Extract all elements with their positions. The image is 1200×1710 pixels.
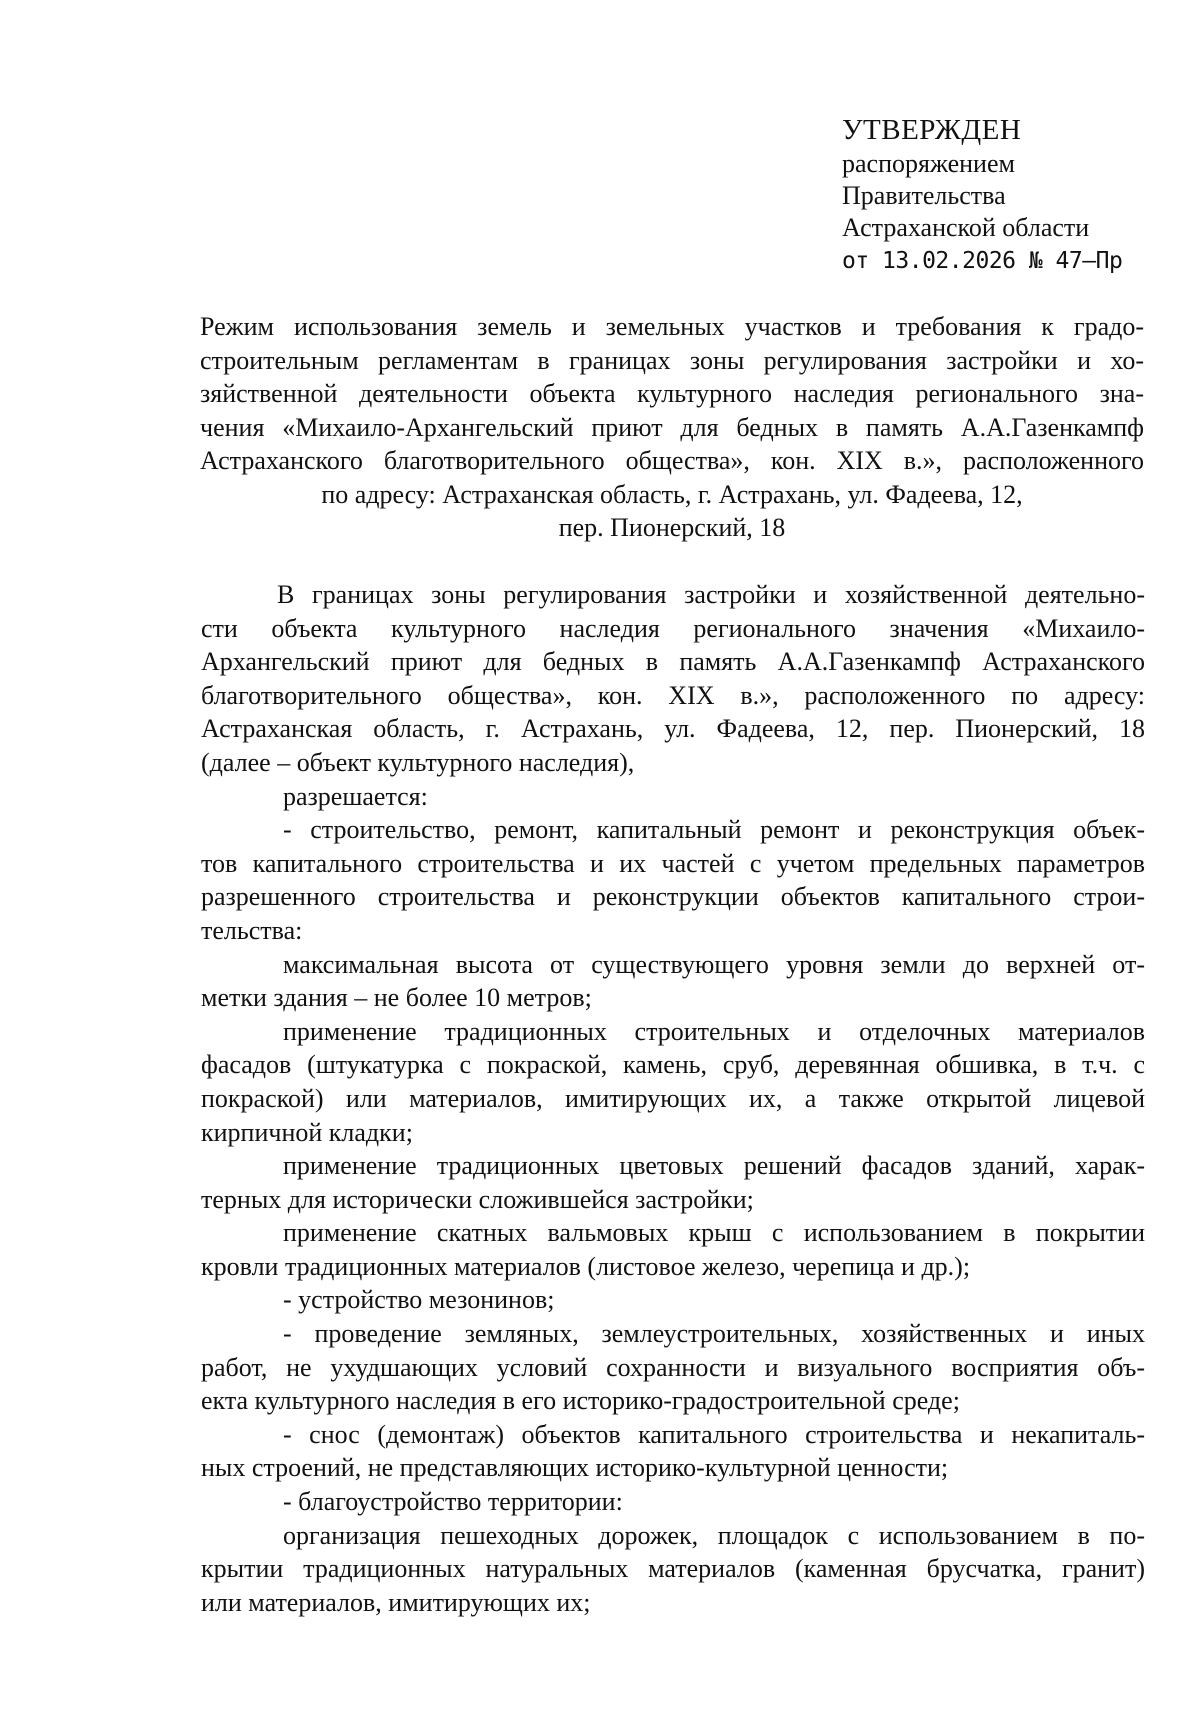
body-line: В границах зоны регулирования застройки и хозяйственной деятельно-: [277, 580, 1145, 609]
body-line: тельства:: [201, 915, 303, 945]
body-line: применение скатных вальмовых крыш с использованием в покрытии: [283, 1218, 1145, 1248]
body-line: или материалов, имитирующих их;: [201, 1587, 591, 1617]
body-line: - строительство, ремонт, капитальный ремонт и реконструкция объек-: [283, 815, 1145, 845]
approval-line-3: Астраханской области: [842, 213, 1090, 242]
approval-date-number: от 13.02.2026 № 47–Пр: [842, 248, 1123, 274]
body-line: тов капитального строительства и их частей с учетом предельных параметров: [201, 848, 1145, 878]
body-line: крытии традиционных натуральных материалов (каменная брусчатка, гранит): [201, 1554, 1145, 1584]
body-line: покраской) или материалов, имитирующих их, а также открытой лицевой: [201, 1083, 1145, 1113]
body-line: - снос (демонтаж) объектов капитального строительства и некапиталь-: [283, 1419, 1145, 1449]
title-line: Астраханского благотворительного общества», кон. XIX в.», расположенного: [200, 446, 1144, 475]
approval-stamp: [842, 112, 1162, 278]
title-line: чения «Михаило-Архангельский приют для бедных в память А.А.Газенкампф: [200, 412, 1144, 442]
body-line: - устройство мезонинов;: [283, 1285, 555, 1315]
body-line: терных для исторически сложившейся застройки;: [201, 1184, 754, 1214]
title-line: по адресу: Астраханская область, г. Астрахань, ул. Фадеева, 12,: [321, 479, 1023, 509]
body-line: применение традиционных строительных и отделочных материалов: [283, 1016, 1145, 1046]
body-line: благотворительного общества», кон. XIX в.», расположенного по адресу:: [201, 680, 1145, 710]
body-line: ных строений, не представляющих историко-культурной ценности;: [201, 1453, 949, 1483]
document-title: [200, 310, 1144, 545]
body-line: метки здания – не более 10 метров;: [201, 983, 592, 1013]
approval-title: УТВЕРЖДЕН: [842, 114, 1022, 146]
body-line: применение традиционных цветовых решений фасадов зданий, харак-: [283, 1151, 1145, 1181]
body-line: максимальная высота от существующего уровня земли до верхней от-: [283, 949, 1145, 979]
body-line: кирпичной кладки;: [201, 1117, 413, 1147]
body-line: фасадов (штукатурка с покраской, камень, сруб, деревянная обшивка, в т.ч. с: [201, 1050, 1145, 1080]
body-line: Архангельский приют для бедных в память А.А.Газенкампф Астраханского: [201, 647, 1145, 677]
body-line: екта культурного наследия в его историко-градостроительной среде;: [201, 1386, 960, 1416]
body-line: разрешается:: [283, 781, 428, 811]
approval-line-2: Правительства: [842, 181, 1006, 210]
title-line: строительным регламентам в границах зоны регулирования застройки и хо-: [200, 345, 1144, 375]
body-line: - проведение земляных, землеустроительных, хозяйственных и иных: [283, 1319, 1145, 1349]
title-line: Режим использования земель и земельных участков и требования к градо-: [200, 312, 1144, 341]
approval-line-1: распоряжением: [842, 149, 1015, 178]
body-line: (далее – объект культурного наследия),: [201, 747, 635, 777]
body-line: сти объекта культурного наследия регионального значения «Михаило-: [201, 613, 1145, 643]
body-line: кровли традиционных материалов (листовое железо, черепица и др.);: [201, 1251, 971, 1281]
body-line: - благоустройство территории:: [283, 1487, 623, 1517]
body-line: работ, не ухудшающих условий сохранности и визуального восприятия объ-: [201, 1352, 1145, 1382]
body-line: организация пешеходных дорожек, площадок с использованием в по-: [283, 1520, 1145, 1550]
body-line: разрешенного строительства и реконструкции объектов капитального строи-: [201, 882, 1145, 912]
document-body: [201, 578, 1145, 1619]
title-line: пер. Пионерский, 18: [558, 513, 786, 542]
title-line: зяйственной деятельности объекта культурного наследия регионального зна-: [200, 379, 1144, 408]
body-line: Астраханская область, г. Астрахань, ул. Фадеева, 12, пер. Пионерский, 18: [201, 714, 1145, 744]
